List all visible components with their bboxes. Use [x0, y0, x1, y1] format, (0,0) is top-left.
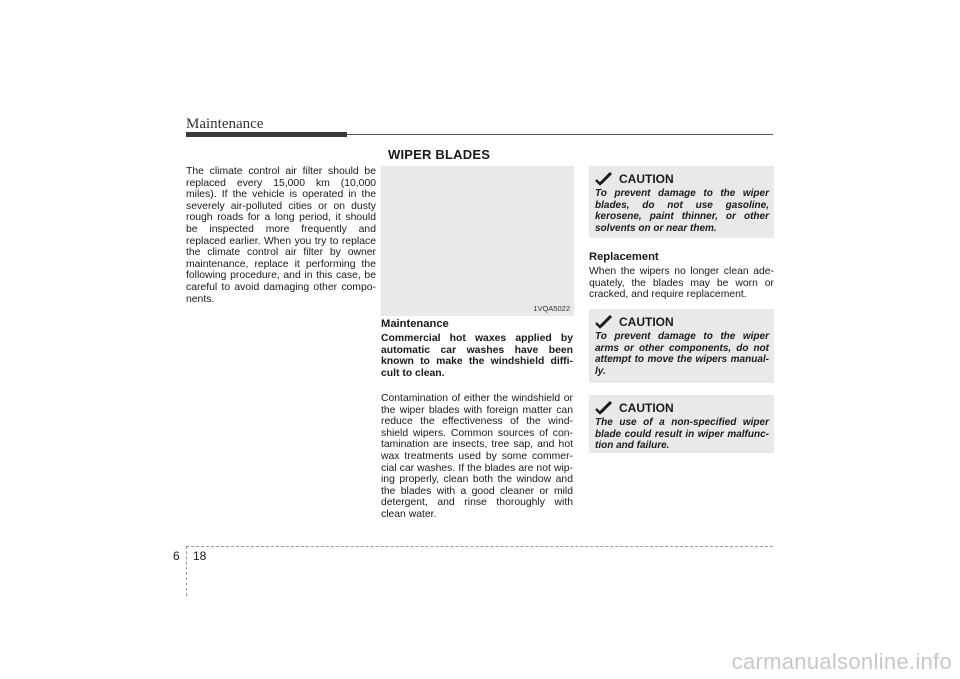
header-rule-accent	[186, 132, 347, 137]
wiper-blades-title: WIPER BLADES	[388, 147, 491, 162]
footer-rule-vertical	[186, 546, 187, 596]
maintenance-body: Contamination of either the windshield or the wiper blades with foreign matter can reduce the effectiveness of the wind-shield wipers. Common sources of con-tamination are insects, tree sap, and hot wax treatments used by some commer-cial car washes. If the blades are not wip-ing properly, clean both the window and the blades with a good cleaner or mild detergent, and rinse thoroughly with clean water.	[381, 393, 573, 520]
page-number: 18	[193, 549, 207, 563]
caution-pencil-icon	[595, 315, 613, 329]
footer-rule	[186, 546, 773, 547]
caution-label: CAUTION	[619, 172, 674, 186]
caution-text: To prevent damage to the wiper arms or other components, do not attempt to move the wipers manual-ly.	[595, 331, 769, 377]
caution-text: To prevent damage to the wiper blades, do not use gasoline, kerosene, paint thinner, or other solvents on or near them.	[595, 188, 769, 234]
caution-label: CAUTION	[619, 315, 674, 329]
figure-code: 1VQA5022	[533, 304, 570, 313]
caution-box-2	[589, 309, 774, 383]
caution-label: CAUTION	[619, 401, 674, 415]
caution-box-3	[589, 395, 774, 453]
caution-pencil-icon	[595, 172, 613, 186]
caution-box-1	[589, 166, 774, 238]
caution-text: The use of a non-specified wiper blade could result in wiper malfunc-tion and failure.	[595, 417, 769, 452]
maintenance-warning: Commercial hot waxes applied by automatic car washes have been known to make the windshield diffi-cult to clean.	[381, 333, 573, 379]
maintenance-heading: Maintenance	[381, 318, 449, 330]
chapter-number: 6	[173, 549, 180, 563]
section-title: Maintenance	[186, 116, 264, 132]
filter-paragraph: The climate control air filter should be replaced every 15,000 km (10,000 miles). If the vehicle is operated in the severely air-polluted cities or on dusty rough roads for a long period, it should be inspected more frequently and replaced earlier. When you try to replace the climate control air filter by owner maintenance, replace it performing the following procedure, and in this case, be careful to avoid damaging other compo-nents.	[186, 166, 376, 305]
watermark: carmanualsonline.info	[731, 649, 952, 674]
replacement-body: When the wipers no longer clean ade-quately, the blades may be worn or cracked, and require replacement.	[589, 266, 774, 301]
wiper-figure	[381, 166, 574, 316]
replacement-heading: Replacement	[589, 251, 659, 263]
caution-pencil-icon	[595, 401, 613, 415]
